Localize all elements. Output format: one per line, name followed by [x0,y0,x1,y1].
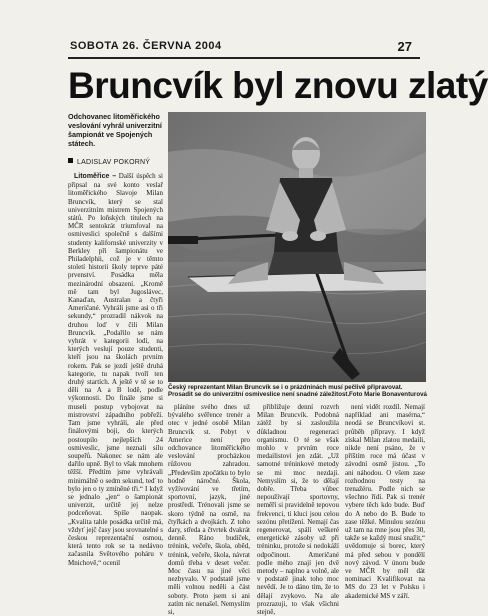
author-name: LADISLAV POKORNÝ [77,159,151,166]
photo-credit: Foto Marie Bonaventurová [348,391,427,398]
article-photo [168,112,426,382]
page-header [70,40,420,56]
lead-paragraph: Odchovanec litoměřického veslování vyhrál univerzitní šampionát ve Spojených státech. [68,112,162,148]
dateline: Litoměřice – [74,173,117,180]
article-column-3 [257,403,339,616]
issue-date: SOBOTA 26. ČERVNA 2004 [70,40,222,52]
article-column-4 [345,403,425,600]
photo-caption: Český reprezentant Milan Bruncvík se i o prázdninách musí pečlivě připravovat. Prosadit se do univerzitní osmiveslice není snadné záležitost. [168,384,403,399]
column-3-text: přibližuje denní rozvrh Milan Bruncvík. Podobná zátěž by si zasloužila důkladnou regeneraci organismu. O té se však mohlo v prvním roce medailistovi jen zdát. „Už samotné tréninkové metody se mi moc nezdají. Nemyslím si, že to dělají dobře. Třeba vůbec nepoužívají sportovny, neměří si pravidelně tepovou frekvenci, ti kluci jsou celou sezónu přetížení. Nemají čas regenerovat, spálí veškeré energetické zásoby už při tréninku, protože si nedokáží odpočinout. Američané podle mého znají jen dvě metody – naplno a volně, ale v podstatě jinak toho moc nevědí. Je to dáno tím, že to dělají zvykovo. Na ale prozrazuji, to však všichni stejně, [257,403,339,616]
article-column-1 [68,172,163,582]
column-4-text: není vidět rozdíl. Nemají například ani masérna,“ neodá se Bruncvíkovi st. průběh přípravy. I když získal Milan zlatou medaili, nikde není psáno, že v příštím roce má účast v závodní osmě jistou. „To ani náhodou. O všem zase rozhodnou testy na trenažéru. Podle nich se všechno řídí. Pak si trenér vybere těch kdo bude. Buď do A nebo do B. Bude to zase těžké. Minulou sezónu už tam na mne jsou přes 30, takže se každý musí snažit,“ uvědomuje si borec, který má před sebou v pondělí nový závod. V únoru bude ve MČR by měl dát nominaci Kvalifikovat na MS do 23 let v Polsku i akademické MS v září. [345,403,425,600]
page-number: 27 [397,39,412,54]
bullet-square-icon [68,158,73,163]
column-2-text: pláníne svého dnes už bývalého svěřence trenér a otec v jedné osobě Milan Bruncvík st. Pobyt v Americe není pro odchovance litoměřického veslování procházkou růžovou zahradou. „Především zpočátku to bylo hodně náročné. Škola, vyžívování ve třetím, sportovní, jazyk, jiné prostředí. Trénovali jsme se skoro týdně na osmě, na čtyřkách a dvojkách. Z toho dary, středa a čtvrtek dvakrát denně. Ráno budíček, trénink, večeře, škola, oběd, trénink, večeře, škola, návrat domů třeba v deset večer. Moc času na jiné věci nezbyvalo. V podstatě jsme měli volnou neděli a část soboty. Proto jsem si ani zatím nic nenašel. Nemyslím si, [168,403,250,616]
header-rule [68,57,420,59]
article-column-2 [168,403,250,616]
headline: Bruncvík byl znovu zlatý [68,65,488,106]
column-1-text: Další úspěch si připsal na své konto veslař litoměřického Slavoje Milan Bruncvík, který se stal univerzitním mistrem Spojených států. Po loňských titulech na MČR sentokrát triumfoval na osmiveslici společně s dalšími studenty kalifornské univerzity v Berkley při šampionátu ve Philadelphii, což je v těmto století historii školy teprve páté prvenství. Posádka měla mezinárodní obsazení. „Kromě mě tam byl Jugoslávec, Kanaďan, Australan a čtyři Američané. Vyhráli jsme asi o tři sekundy,“ prozradil nákvok na druhou loď v čili Milan Bruncvík. „Podařilo se nám vyhrát v kategorii lodí, na kterých veslují pouze studenti, kteří jsou na školách prvním rokem. Pak se jezdí ještě druhá kategorie, tu napak tvoří ten druhý startích. A ještě v tě se to děli na A a B lodě, podle výkonnosti. Do finále jsme si museli postup vybojovat na mistrovství západního pobřeží. Tam jsme vyhráli, ale před finálovými boji, do kterých postoupilo nejlepších 24 osmiveslic, jsme neznali sílu soupeřů. Nakonec se nám ale dařilo upně. Byl to však mnohem těžší. Předtím jsme vyhrávali minimálně o sedm sekund, teď to bylo jen o ty zmíněné tři.“ I když se jednalo „jen“ o šampionát univerzit, určitě jej nelze podceňovat. Spíše naopak. „Kvalita tahle posádka určitě má, vždyť jejč časy jsou srovnatelné s českou reprezentační osmou, která tento rok se ta nedávno začasnila Světového poháru v Mnichově,“ ocenil [68,172,163,567]
author-line [68,158,163,166]
